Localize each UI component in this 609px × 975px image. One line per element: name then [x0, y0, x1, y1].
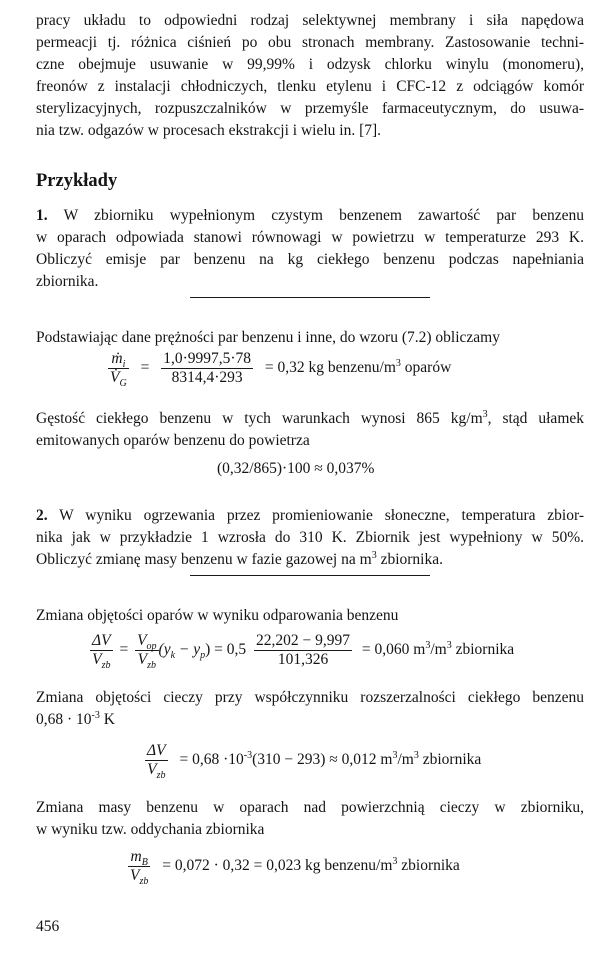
formula2-paren-end: ) = 0,5	[205, 641, 247, 659]
formula-emission: $\frac{ṁ_i}{V̇_G}$ = $\frac{1,0\cdot 9997,5\cdot 78}{8314,4\cdot 293}$ = 0,32 kg benzenu/$m^3$ oparów	[110, 350, 452, 389]
formula-mass	[128, 848, 460, 885]
formula1-lhs-den-sub: G	[119, 378, 127, 389]
formula3-lhs-num: ΔV	[147, 742, 166, 759]
formula1-lhs-num-sub: i	[122, 359, 126, 370]
formula4-rhs	[162, 857, 460, 874]
mass-label-line-2: w wyniku tzw. oddychania zbiornika	[36, 821, 265, 838]
formula1-result-text: = 0,32 kg benzenu/m	[264, 359, 396, 377]
formula4-lhs-num: m	[130, 848, 142, 865]
formula3-rhs-sup2: 3	[392, 750, 398, 762]
liquid-label-line-2	[36, 709, 584, 731]
formula1-lhs-den: V̇	[110, 369, 120, 386]
mass-label	[36, 797, 584, 841]
formula2-sub-p: p	[200, 650, 206, 662]
formula1-rhs	[161, 350, 253, 387]
liquid-label-line-1: Zmiana objętości cieczy przy współczynniku rozszerzalności ciekłego benzenu	[36, 689, 584, 706]
example2-line3-b: zbiornika.	[376, 551, 443, 568]
liquid-label	[36, 687, 584, 731]
section-title: Przykłady	[36, 171, 118, 191]
density-text-b: , stąd ułamek	[487, 410, 584, 427]
formula2-paren	[158, 641, 247, 662]
example1-line-first	[36, 205, 584, 227]
formula3-rhs-a: = 0,68 ·10	[179, 751, 244, 769]
density-sup: 3	[482, 409, 488, 420]
example1-number: 1.	[36, 207, 48, 224]
example2-line3-a: Obliczyć zmianę masy benzenu w fazie gazowej na m	[36, 551, 372, 568]
formula1-result	[265, 359, 451, 376]
formula1-lhs	[108, 350, 129, 387]
example2-statement	[36, 505, 584, 571]
formula3-lhs-den-sub: zb	[156, 770, 166, 781]
solution-intro-text: Podstawiając dane prężności par benzenu i inne, do wzoru (7.2) obliczamy	[36, 329, 500, 346]
formula-liquid-volume	[145, 742, 481, 779]
formula3-lhs-den: V	[147, 761, 157, 778]
example2-line3-sup: 3	[371, 550, 377, 561]
formula4-lhs-den-sub: zb	[139, 876, 149, 887]
example1-line: zbiornika.	[36, 273, 99, 290]
formula1-result-tail: oparów	[400, 359, 452, 377]
intro-line: permeacji tj. różnica ciśnień po obu stronach membrany. Zastosowanie techni-	[36, 34, 584, 51]
formula4-lhs	[128, 848, 150, 885]
example2-line-first	[36, 505, 584, 527]
formula1-rhs-den: 8314,4·293	[171, 369, 243, 386]
mass-label-line-1: Zmiana masy benzenu w oparach nad powierzchnią cieczy w zbiorniku,	[36, 799, 584, 816]
intro-line: sterylizacyjnych, rozpuszczalników w przemyśle farmaceutycznym, do usuwa-	[36, 100, 584, 117]
example1-solution-intro	[36, 327, 584, 349]
formula4-lhs-num-sub: B	[141, 857, 148, 868]
formula2-mid-den: V	[137, 651, 148, 668]
example2-line: W wyniku ogrzewania przez promieniowanie słoneczne, temperatura zbior-	[59, 507, 584, 524]
intro-line: nia tzw. odgazów w procesach ekstrakcji i wielu in. [7].	[36, 122, 382, 139]
formula1-result-sup: 3	[395, 358, 401, 370]
formula2-rhs	[254, 632, 352, 669]
vapor-label	[36, 605, 584, 627]
intro-line: czne obejmuje usuwanie w 99,99% i odzysk chlorku winylu (monomeru),	[36, 56, 584, 73]
example2-line-3	[36, 549, 584, 571]
formula3-rhs-sup: -3	[243, 750, 253, 762]
formula4-rhs-sup: 3	[392, 856, 398, 868]
example1-line: w oparach odpowiada stanowi równowagi w powietrzu w temperaturze 293 K.	[36, 229, 584, 246]
formula1-rhs-num: 1,0·9997,5·78	[163, 350, 252, 367]
formula-vapor-volume: $\frac{\Delta V}{V_{zb}}$ = $\frac{V_{op}}{V_{zb}}$ $(y_k - y_p) = 0,5$ $\frac{22,202 - 9,997}{101,326}$ = 0,060 $m^3/m^3$ zbiornika	[92, 632, 515, 671]
formula3-rhs	[179, 751, 481, 768]
formula2-result-sup2: 3	[446, 640, 452, 652]
example1-line: W zbiorniku wypełnionym czystym benzenem zawartość par benzenu	[63, 207, 584, 224]
formula2-mid	[135, 632, 158, 669]
formula2-result-a: = 0,060 m	[361, 641, 426, 659]
separator-rule	[190, 297, 430, 298]
formula4-rhs-tail: zbiornika	[397, 857, 460, 875]
example2-number: 2.	[36, 507, 48, 524]
formula2-mid-num: V	[137, 632, 147, 649]
formula4-rhs-text: = 0,072 · 0,32 = 0,023 kg benzenu/m	[162, 857, 393, 875]
density-line-2: emitowanych oparów benzenu do powietrza	[36, 432, 310, 449]
example1-line: Obliczyć emisje par benzenu na kg ciekłego benzenu podczas napełniania	[36, 251, 584, 268]
formula-fraction: (0,32/865)·100 ≈ 0,037%	[217, 460, 375, 477]
formula2-mid-den-sub: zb	[147, 660, 156, 671]
intro-line: freonów z instalacji chłodniczych, tlenku etylenu i CFC-12 z odciągów komór	[36, 78, 584, 95]
formula4-lhs-den: V	[130, 867, 140, 884]
formula3-rhs-sup3: 3	[413, 750, 419, 762]
example1-statement	[36, 205, 584, 293]
formula2-result-mid: /m	[430, 641, 447, 659]
formula3-rhs-d: zbiornika	[418, 751, 482, 769]
formula2-paren-mid: − y	[175, 641, 201, 659]
formula2-rhs-den: 101,326	[277, 651, 329, 668]
formula2-lhs-den-sub: zb	[101, 660, 111, 671]
density-text-a: Gęstość ciekłego benzenu w tych warunkach wynosi 865 kg/m	[36, 410, 483, 427]
formula3-lhs	[145, 742, 168, 779]
formula2-mid-num-sub: op	[146, 641, 157, 652]
liquid-label-2b: K	[99, 711, 115, 728]
example2-line: nika jak w przykładzie 1 wzrosła do 310 K. Zbiornik jest wypełniony w 50%.	[36, 529, 584, 546]
separator-rule	[190, 575, 430, 576]
formula2-paren-a: (y	[158, 641, 171, 659]
formula2-result-sup1: 3	[425, 640, 431, 652]
page-number: 456	[36, 918, 60, 935]
formula1-lhs-num: ṁ	[111, 350, 123, 367]
density-paragraph	[36, 408, 584, 452]
formula2-result	[362, 641, 514, 658]
formula2-rhs-num: 22,202 − 9,997	[256, 632, 351, 649]
density-line	[36, 408, 584, 430]
formula3-rhs-c: /m	[397, 751, 414, 769]
liquid-label-2-sup: -3	[91, 710, 100, 721]
formula2-sub-k: k	[170, 650, 176, 662]
formula2-lhs-num: ΔV	[92, 632, 111, 649]
formula2-lhs	[90, 632, 113, 669]
formula2-lhs-den: V	[92, 651, 102, 668]
formula2-result-tail: zbiornika	[451, 641, 515, 659]
liquid-label-2a: 0,68 · 10	[36, 711, 92, 728]
intro-line: pracy układu to odpowiedni rodzaj selektywnej membrany i siła napędowa	[36, 12, 584, 29]
intro-paragraph	[36, 10, 584, 142]
vapor-label-text: Zmiana objętości oparów w wyniku odparowania benzenu	[36, 607, 399, 624]
formula3-rhs-b: (310 − 293) ≈ 0,012 m	[252, 751, 393, 769]
